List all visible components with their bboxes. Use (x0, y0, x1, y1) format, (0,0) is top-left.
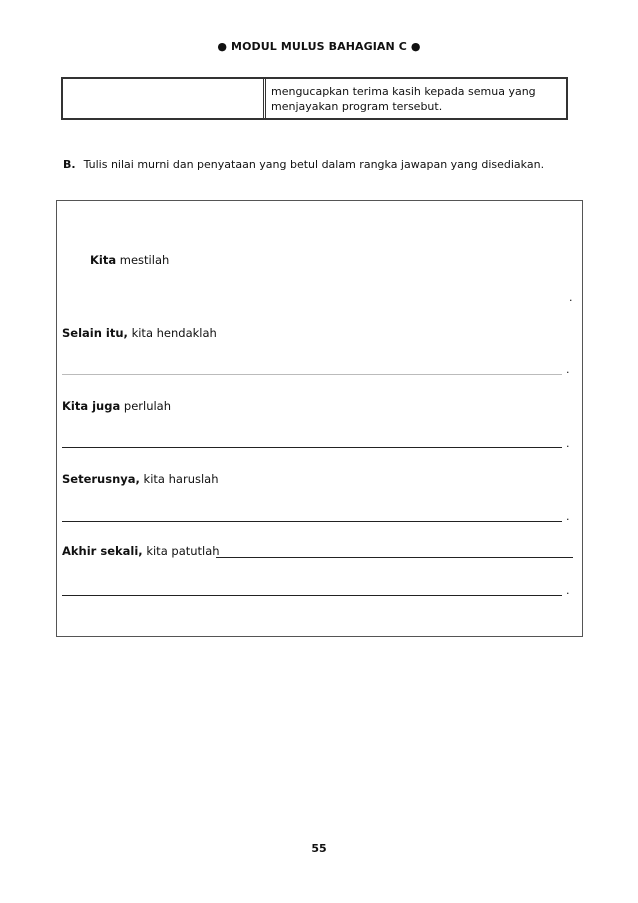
prompt-bold: Kita (90, 253, 117, 267)
table-text-line-1: mengucapkan terima kasih kepada semua yang (271, 85, 536, 98)
full-stop: . (566, 363, 570, 376)
table-text-line-2: menjayakan program tersebut. (271, 100, 443, 113)
full-stop: . (566, 510, 570, 523)
table-cell-text (266, 79, 566, 118)
answer-prompt-4 (62, 472, 219, 486)
prompt-rest: perlulah (120, 399, 172, 413)
page-number: 55 (311, 842, 327, 855)
section-b-instruction (63, 158, 544, 171)
full-stop: . (566, 437, 570, 450)
answer-prompt-2 (62, 326, 217, 340)
table-cell-empty (63, 79, 266, 118)
answer-prompt-5 (62, 544, 220, 558)
answer-prompt-1 (90, 253, 169, 267)
answer-frame (56, 200, 583, 637)
prompt-bold: Akhir sekali, (62, 544, 143, 558)
prompt-bold: Kita juga (62, 399, 121, 413)
answer-line[interactable] (62, 447, 562, 448)
continuation-table (61, 77, 568, 120)
answer-line[interactable] (62, 521, 562, 522)
prompt-rest: kita patutlah (142, 544, 220, 558)
prompt-bold: Seterusnya, (62, 472, 140, 486)
answer-line[interactable] (216, 557, 573, 558)
instruction-text: Tulis nilai murni dan penyataan yang betul dalam rangka jawapan yang disediakan. (83, 158, 545, 171)
answer-line[interactable] (62, 374, 562, 375)
answer-prompt-3 (62, 399, 171, 413)
full-stop: . (566, 584, 570, 597)
answer-line[interactable] (62, 595, 562, 596)
prompt-rest: kita haruslah (139, 472, 219, 486)
prompt-rest: mestilah (116, 253, 170, 267)
page-header: ● MODUL MULUS BAHAGIAN C ● (217, 40, 421, 53)
prompt-bold: Selain itu, (62, 326, 128, 340)
prompt-rest: kita hendaklah (127, 326, 217, 340)
section-letter: B. (63, 158, 76, 171)
full-stop: . (569, 291, 573, 304)
